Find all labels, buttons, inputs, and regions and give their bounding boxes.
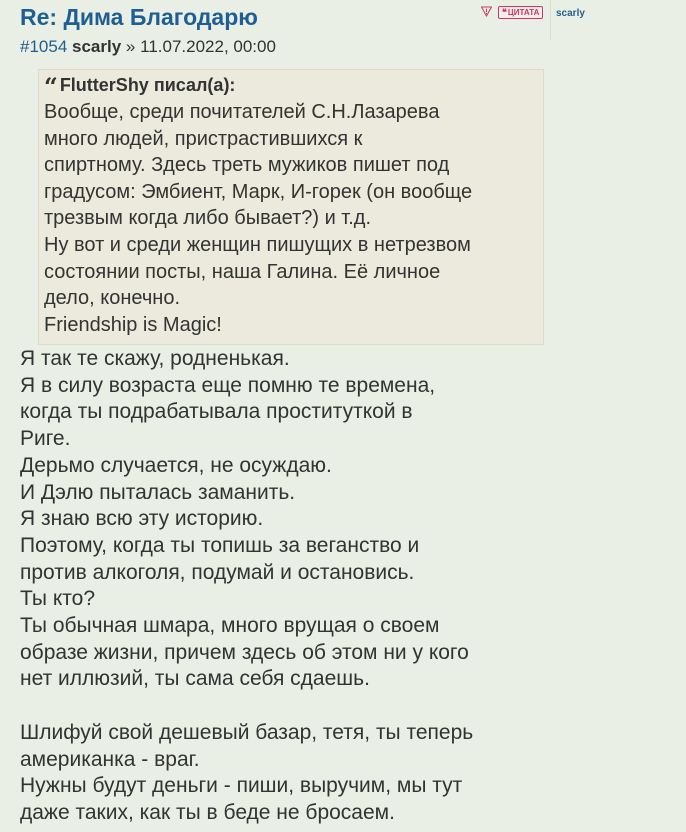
- post-body: [12, 0, 550, 832]
- quote-line: Ну вот и среди женщин пишущих в нетрезвом: [44, 233, 471, 256]
- quoted-message: [38, 69, 544, 345]
- post-actions: [480, 5, 543, 19]
- content-line: Я так те скажу, родненькая.: [20, 347, 290, 370]
- quote-mark-icon: ❝: [502, 6, 507, 17]
- quote-line: спиртному. Здесь треть мужиков пишет под: [44, 154, 450, 177]
- post-author[interactable]: scarly: [72, 37, 122, 56]
- quote-line: градусом: Эмбиент, Марк, И-горек (он вообще: [44, 180, 473, 203]
- post-timestamp: 11.07.2022, 00:00: [140, 37, 276, 56]
- quote-line: дело, конечно.: [44, 287, 181, 310]
- post-content: [20, 346, 550, 827]
- profile-username[interactable]: scarly: [556, 8, 585, 19]
- post-meta: [20, 37, 276, 57]
- content-line: Дерьмо случается, не осуждаю.: [20, 453, 332, 477]
- content-line: Ты обычная шмара, много врущая о своем: [20, 614, 440, 638]
- content-line: когда ты подрабатывала проституткой в: [20, 400, 413, 424]
- content-line: Риге.: [20, 427, 71, 451]
- content-line: Я знаю всю эту историю.: [20, 507, 264, 531]
- post-title[interactable]: Re: Дима Благодарю: [20, 4, 258, 30]
- content-line: Ты кто?: [20, 587, 95, 611]
- forum-post: [12, 0, 686, 832]
- quote-text: [44, 99, 543, 338]
- exclamation-triangle-icon[interactable]: [480, 6, 492, 18]
- sidebar-divider: [550, 0, 551, 40]
- quote-author-line: FlutterShy писал(а):: [59, 75, 236, 95]
- content-line: нет иллюзий, ты сама себя сдаешь.: [20, 667, 370, 691]
- content-line-blank: [20, 693, 550, 720]
- quote-line: много людей, пристрастившихся к: [44, 127, 363, 150]
- content-line: образе жизни, причем здесь об этом ни у кого: [20, 640, 469, 664]
- quote-button-label: ЦИТАТА: [507, 7, 540, 17]
- content-line: Шлифуй свой дешевый базар, тетя, ты теперь: [20, 720, 474, 744]
- content-line: И Дэлю пыталась заманить.: [20, 480, 296, 504]
- meta-separator: »: [125, 37, 136, 56]
- content-line: Нужны будут деньги - пиши, выручим, мы тут: [20, 774, 463, 798]
- quote-line: Friendship is Magic!: [44, 313, 222, 336]
- content-line: американка - враг.: [20, 747, 200, 771]
- quote-line: Вообще, среди почитателей С.Н.Лазарева: [44, 101, 440, 123]
- quote-line: состоянии посты, наша Галина. Её личное: [44, 260, 441, 283]
- quote-cite: [44, 72, 543, 101]
- content-line: против алкоголя, подумай и остановись.: [20, 560, 415, 584]
- quote-line: трезвым когда либо бывает?) и т.д.: [44, 207, 372, 230]
- quote-button[interactable]: [498, 6, 543, 19]
- quote-mark-icon: “: [44, 72, 58, 101]
- post-number-link[interactable]: #1054: [20, 37, 68, 56]
- content-line: Я в силу возраста еще помню те времена,: [20, 373, 436, 397]
- content-line: Поэтому, когда ты топишь за веганство и: [20, 533, 420, 557]
- content-line: даже таких, как ты в беде не бросаем.: [20, 800, 395, 824]
